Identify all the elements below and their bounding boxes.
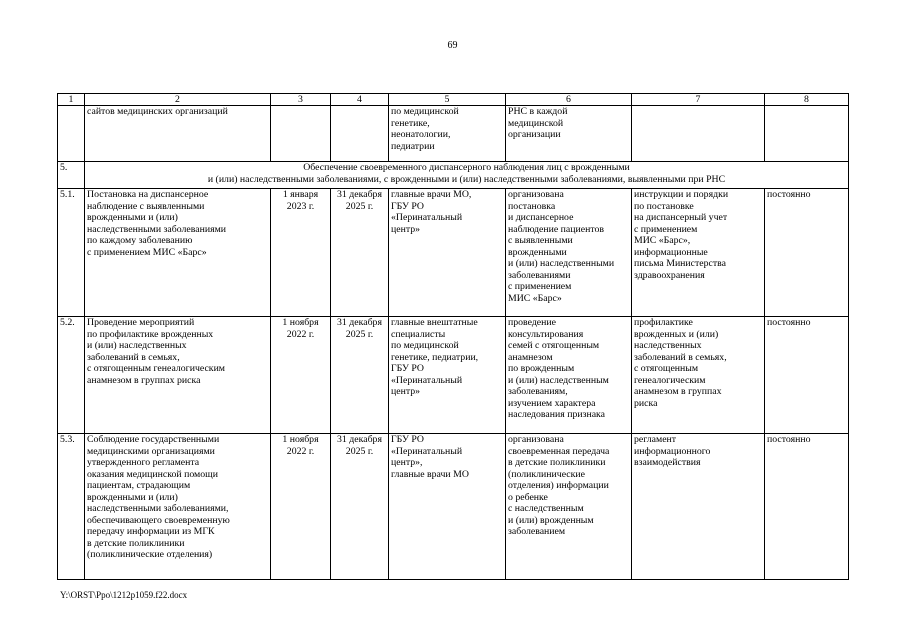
page-number: 69: [447, 40, 458, 51]
cell-responsible: главные внештатные специалисты по медицинской генетике, педиатрии, ГБУ РО «Перинатальный центр»: [389, 317, 506, 434]
cell-responsible: главные врачи МО, ГБУ РО «Перинатальный центр»: [389, 189, 506, 317]
cell-end: 31 декабря 2025 г.: [331, 434, 389, 580]
col-header: 6: [506, 94, 632, 106]
cell-start: 1 ноября 2022 г.: [271, 434, 331, 580]
col-header: 7: [632, 94, 765, 106]
col-header: 2: [85, 94, 271, 106]
cell-responsible: по медицинской генетике, неонатологии, педиатрии: [389, 106, 506, 162]
section-title: Обеспечение своевременного диспансерного наблюдения лиц с врожденными и (или) наследственными заболеваниями, с врожденными и (или) наследственными заболеваниями, выявленными при РНС: [85, 162, 849, 189]
section-row: [58, 162, 849, 189]
table-row: [58, 189, 849, 317]
col-header: 1: [58, 94, 85, 106]
cell-result: организована своевременная передача в детские поликлиники (поликлинические отделения) информации о ребенке с наследственным и (или) врожденным заболеванием: [506, 434, 632, 580]
cell-document: [632, 106, 765, 162]
cell-num: 5.2.: [58, 317, 85, 434]
cell-document: профилактике врожденных и (или) наследственных заболеваний в семьях, с отягощенным генеалогическим анамнезом в группах риска: [632, 317, 765, 434]
cell-start: 1 ноября 2022 г.: [271, 317, 331, 434]
cell-task: Проведение мероприятий по профилактике врожденных и (или) наследственных заболеваний в семьях, с отягощенным генеалогическим анамнезом в группах риска: [85, 317, 271, 434]
section-number: 5.: [58, 162, 85, 189]
cell-end: 31 декабря 2025 г.: [331, 189, 389, 317]
cell-start: 1 января 2023 г.: [271, 189, 331, 317]
cell-task: Постановка на диспансерное наблюдение с выявленными врожденными и (или) наследственными заболеваниями по каждому заболеванию с применением МИС «Барс»: [85, 189, 271, 317]
cell-start: [271, 106, 331, 162]
col-header: 5: [389, 94, 506, 106]
cell-period: постоянно: [765, 189, 849, 317]
cell-task: сайтов медицинских организаций: [85, 106, 271, 162]
cell-task: Соблюдение государственными медицинскими организациями утвержденного регламента оказания медицинской помощи пациентам, страдающим врожденными и (или) наследственными заболеваниями, обеспечивающего своевременную передачу информации из МГК в детские поликлиники (поликлинические отделения): [85, 434, 271, 580]
column-number-row: [58, 94, 849, 106]
cell-end: 31 декабря 2025 г.: [331, 317, 389, 434]
col-header: 4: [331, 94, 389, 106]
cell-num: 5.3.: [58, 434, 85, 580]
cell-period: постоянно: [765, 317, 849, 434]
table-row: [58, 317, 849, 434]
cell-end: [331, 106, 389, 162]
cell-period: [765, 106, 849, 162]
col-header: 8: [765, 94, 849, 106]
col-header: 3: [271, 94, 331, 106]
cell-result: РНС в каждой медицинской организации: [506, 106, 632, 162]
cell-result: организована постановка и диспансерное наблюдение пациентов с выявленными врожденными и (или) наследственными заболеваниями с применением МИС «Барс»: [506, 189, 632, 317]
cell-document: регламент информационного взаимодействия: [632, 434, 765, 580]
cell-document: инструкции и порядки по постановке на диспансерный учет с применением МИС «Барс», информационные письма Министерства здравоохранения: [632, 189, 765, 317]
table-row: [58, 434, 849, 580]
continuation-row: [58, 106, 849, 162]
cell-responsible: ГБУ РО «Перинатальный центр», главные врачи МО: [389, 434, 506, 580]
cell-num: 5.1.: [58, 189, 85, 317]
action-plan-table: [57, 93, 849, 580]
file-path-footer: Y:\ORST\Ppo\1212p1059.f22.docx: [60, 590, 188, 600]
cell-num: [58, 106, 85, 162]
cell-period: постоянно: [765, 434, 849, 580]
cell-result: проведение консультирования семей с отягощенным анамнезом по врожденным и (или) наследственным заболеваниям, изучением характера наследования признака: [506, 317, 632, 434]
